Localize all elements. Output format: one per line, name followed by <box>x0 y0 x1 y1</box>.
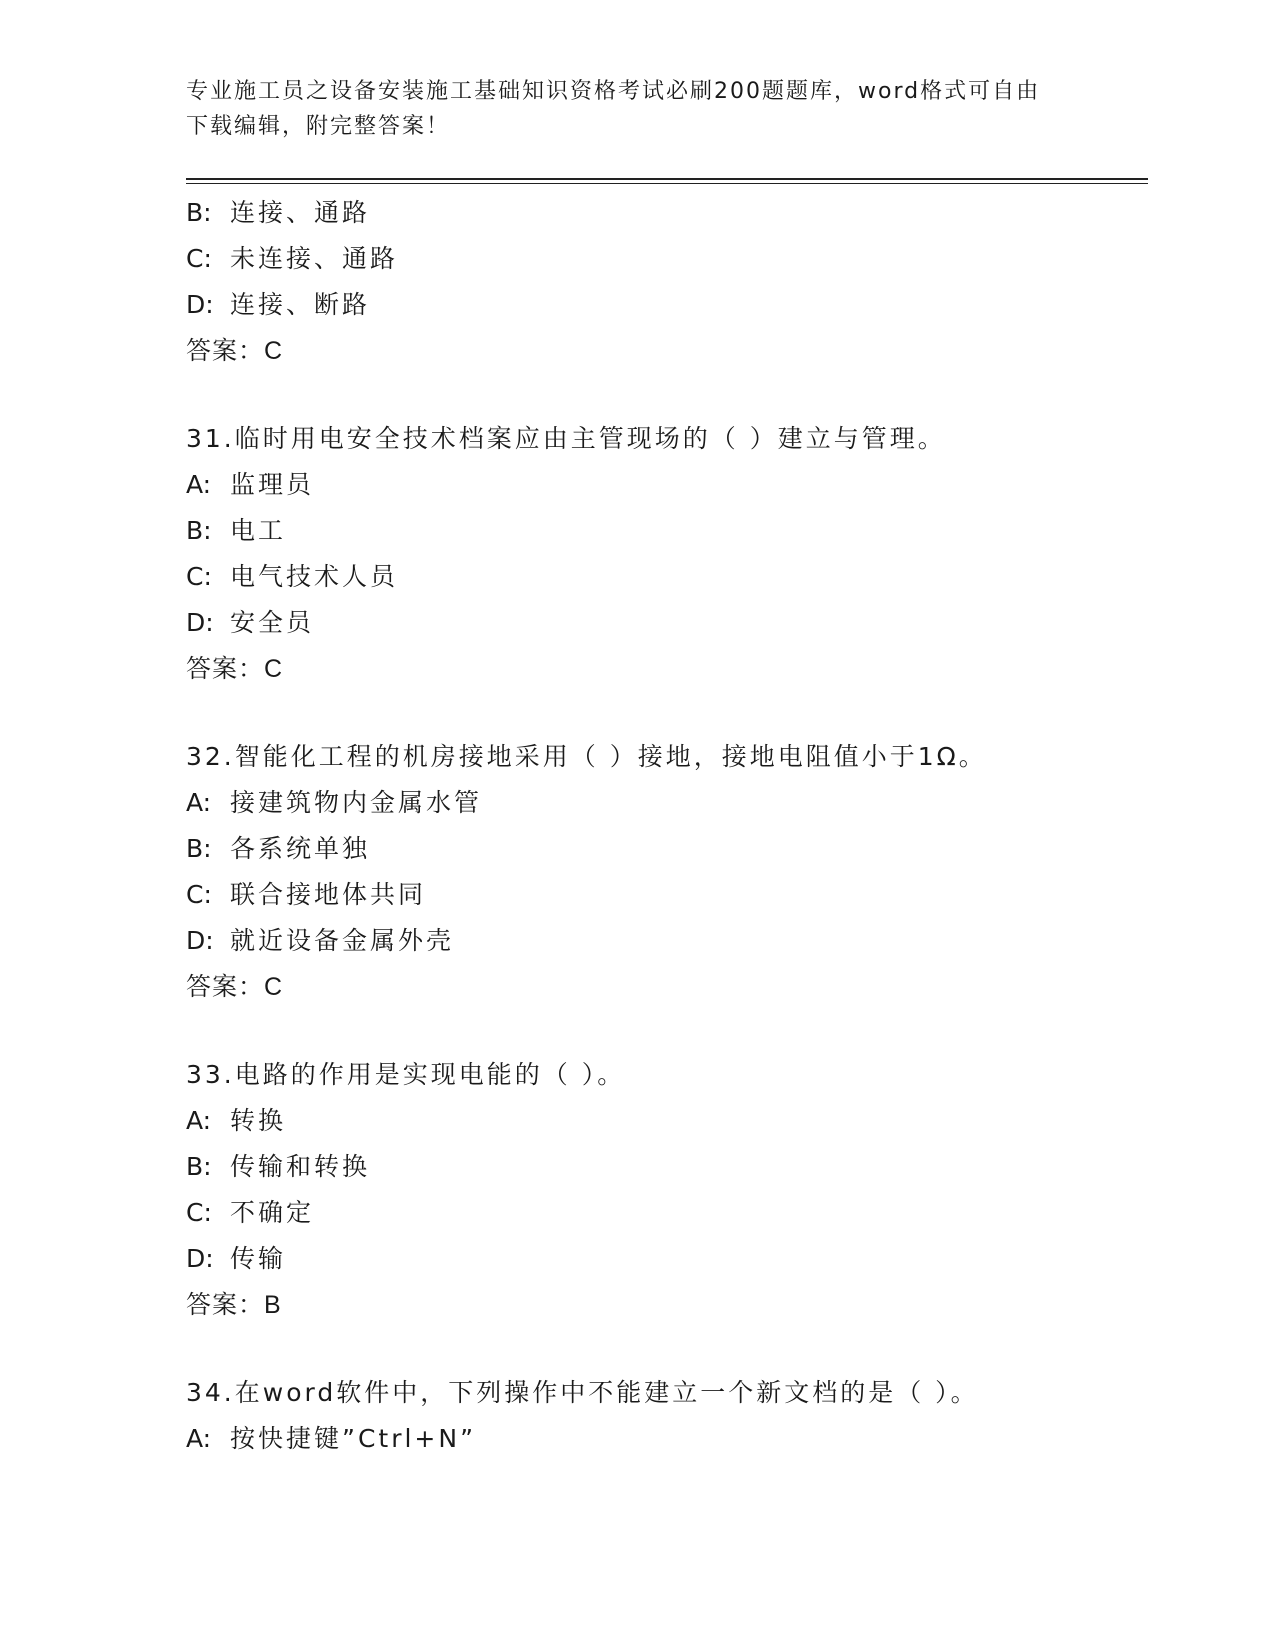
header-line-2: 下载编辑，附完整答案！ <box>186 114 451 139</box>
question-stem: 34.在word软件中，下列操作中不能建立一个新文档的是（ ）。 <box>186 1378 979 1407</box>
answer-line: 答案：B <box>186 1291 282 1319</box>
answer-line: 答案：C <box>186 973 284 1001</box>
spacer <box>186 692 1148 734</box>
option-label: B: <box>186 1152 212 1181</box>
document-header <box>186 74 1066 144</box>
option-text: 传输 <box>230 1244 287 1273</box>
header-divider-thin <box>186 183 1148 184</box>
option-line <box>186 1416 1148 1462</box>
option-label: A: <box>186 788 212 817</box>
option-line <box>186 190 1148 236</box>
option-text: 传输和转换 <box>230 1152 371 1181</box>
option-line <box>186 554 1148 600</box>
option-line <box>186 780 1148 826</box>
option-line <box>186 236 1148 282</box>
option-line <box>186 600 1148 646</box>
option-label: C: <box>186 244 212 273</box>
header-divider-thick <box>186 178 1148 180</box>
option-line <box>186 508 1148 554</box>
spacer <box>186 1328 1148 1370</box>
option-label: C: <box>186 562 212 591</box>
option-label: D: <box>186 1244 214 1273</box>
option-line <box>186 462 1148 508</box>
prev-question-block <box>186 190 1148 374</box>
option-text: 监理员 <box>230 470 315 499</box>
spacer <box>186 1010 1148 1052</box>
option-text: 按快捷键”Ctrl+N” <box>230 1424 477 1453</box>
question-31 <box>186 416 1148 692</box>
option-line <box>186 1190 1148 1236</box>
question-content <box>186 190 1148 1462</box>
option-text: 未连接、通路 <box>230 244 399 273</box>
option-label: D: <box>186 290 214 319</box>
answer-line: 答案：C <box>186 337 284 365</box>
question-stem: 33.电路的作用是实现电能的（ ）。 <box>186 1060 626 1089</box>
question-stem: 31.临时用电安全技术档案应由主管现场的（ ）建立与管理。 <box>186 424 946 453</box>
option-label: A: <box>186 470 212 499</box>
option-text: 不确定 <box>230 1198 315 1227</box>
header-line-1: 专业施工员之设备安装施工基础知识资格考试必刷200题题库，word格式可自由 <box>186 79 1041 104</box>
option-text: 接建筑物内金属水管 <box>230 788 483 817</box>
option-line <box>186 918 1148 964</box>
option-line <box>186 826 1148 872</box>
question-32 <box>186 734 1148 1010</box>
option-text: 各系统单独 <box>230 834 371 863</box>
option-label: A: <box>186 1424 212 1453</box>
option-line <box>186 1098 1148 1144</box>
option-line <box>186 872 1148 918</box>
option-text: 就近设备金属外壳 <box>230 926 455 955</box>
option-label: B: <box>186 198 212 227</box>
question-33 <box>186 1052 1148 1328</box>
question-stem: 32.智能化工程的机房接地采用（ ）接地，接地电阻值小于1Ω。 <box>186 742 987 771</box>
option-text: 电气技术人员 <box>230 562 399 591</box>
option-line <box>186 1144 1148 1190</box>
option-label: D: <box>186 608 214 637</box>
spacer <box>186 374 1148 416</box>
option-label: B: <box>186 516 212 545</box>
option-text: 联合接地体共同 <box>230 880 427 909</box>
option-text: 连接、通路 <box>230 198 371 227</box>
option-label: C: <box>186 880 212 909</box>
option-label: B: <box>186 834 212 863</box>
option-line <box>186 1236 1148 1282</box>
option-line <box>186 282 1148 328</box>
option-label: D: <box>186 926 214 955</box>
answer-line: 答案：C <box>186 655 284 683</box>
option-text: 安全员 <box>230 608 315 637</box>
option-text: 电工 <box>230 516 287 545</box>
question-34 <box>186 1370 1148 1462</box>
option-text: 转换 <box>230 1106 287 1135</box>
option-text: 连接、断路 <box>230 290 371 319</box>
option-label: C: <box>186 1198 212 1227</box>
option-label: A: <box>186 1106 212 1135</box>
